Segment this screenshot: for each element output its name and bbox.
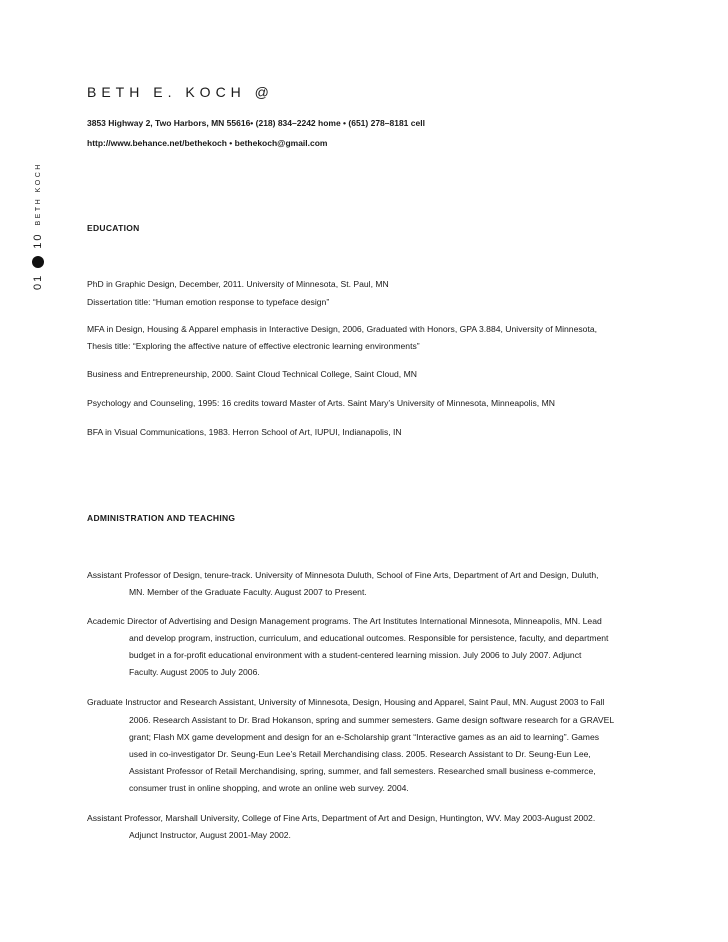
page-end-number: 10 [32,232,44,249]
education-line: Business and Entrepreneurship, 2000. Saint Cloud Technical College, Saint Cloud, MN [87,369,417,379]
experience-line: budget in a for-profit educational environment with a student-centered learning mission. July 2006 to July 2007. Adjunct [129,650,582,660]
experience-line: Assistant Professor, Marshall University, College of Fine Arts, Department of Art and Design, Huntington, WV. May 2003-August 2002. [87,813,596,823]
experience-line: Graduate Instructor and Research Assistant, University of Minnesota, Design, Housing and Apparel, Saint Paul, MN. August 2003 to Fall [87,697,605,707]
contact-address: 3853 Highway 2, Two Harbors, MN 55616• (218) 834–2242 home • (651) 278–8181 cell [87,118,425,128]
education-line: Psychology and Counseling, 1995: 16 credits toward Master of Arts. Saint Mary’s University of Minnesota, Minneapolis, MN [87,398,555,408]
education-line: BFA in Visual Communications, 1983. Herron School of Art, IUPUI, Indianapolis, IN [87,427,402,437]
experience-line: Academic Director of Advertising and Design Management programs. The Art Institutes International Minnesota, Minneapolis, MN. Lead [87,616,602,626]
experience-line: MN. Member of the Graduate Faculty. August 2007 to Present. [129,587,367,597]
experience-line: and develop program, instruction, curriculum, and educational outcomes. Responsible for persistence, faculty, and department [129,633,609,643]
page-dot-icon [32,256,44,268]
sidebar-name: BETH KOCH [34,162,42,226]
experience-line: consumer trust in online shopping, and wrote an online web survey. 2004. [129,783,409,793]
education-line: Thesis title: “Exploring the affective nature of effective electronic learning environments” [87,341,420,351]
experience-line: 2006. Research Assistant to Dr. Brad Hokanson, spring and summer semesters. Game design software research for a GRAVEL [129,715,615,725]
experience-line: used in co-investigator Dr. Seung-Eun Lee’s Retail Merchandising class. 2005. Research Assistant to Dr. Seung-Eun Lee, [129,749,591,759]
experience-line: Assistant Professor of Retail Merchandising, spring, summer, and fall semesters. Researched small business e-commerce, [129,766,596,776]
page-title: BETH E. KOCH @ [87,84,274,100]
page-indicator [31,150,45,290]
experience-line: Assistant Professor of Design, tenure-track. University of Minnesota Duluth, School of Fine Arts, Department of Art and Design, Duluth, [87,570,599,580]
education-line: MFA in Design, Housing & Apparel emphasis in Interactive Design, 2006, Graduated with Honors, GPA 3.884, University of Minnesota, [87,324,598,334]
education-heading: EDUCATION [87,223,140,233]
page-start-number: 01 [32,273,44,290]
contact-web-email: http://www.behance.net/bethekoch • bethekoch@gmail.com [87,138,328,148]
education-line: PhD in Graphic Design, December, 2011. University of Minnesota, St. Paul, MN [87,279,389,289]
education-line: Dissertation title: “Human emotion response to typeface design” [87,297,330,307]
experience-line: grant; Flash MX game development and design for an e-Scholarship grant “Interactive games as an aid to learning”. Games [129,732,600,742]
experience-line: Adjunct Instructor, August 2001-May 2002. [129,830,291,840]
administration-heading: ADMINISTRATION AND TEACHING [87,513,236,523]
experience-line: Faculty. August 2005 to July 2006. [129,667,260,677]
